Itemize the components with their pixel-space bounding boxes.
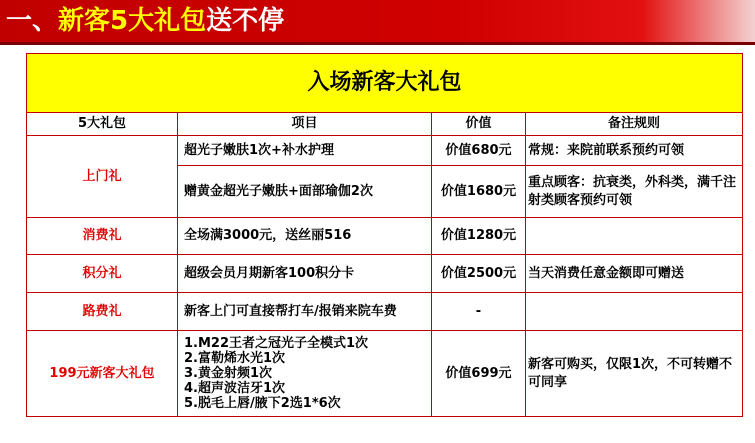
note-cell: 重点顾客：抗衰类，外科类，满千注射类顾客预约可领 — [526, 166, 743, 218]
price-cell: 价值699元 — [432, 331, 526, 417]
table-title-row — [27, 54, 743, 113]
category-points-gift: 积分礼 — [27, 255, 178, 293]
table-row — [27, 255, 743, 293]
header-package: 5大礼包 — [27, 113, 178, 136]
price-cell: 价值2500元 — [432, 255, 526, 293]
table-row — [27, 218, 743, 255]
table-row — [27, 331, 743, 417]
table-row — [27, 293, 743, 331]
section-title — [6, 2, 284, 40]
section-title-suffix: 送不停 — [206, 6, 285, 36]
list-item: 1.M22王者之冠光子全模式1次 — [184, 336, 369, 351]
category-travel-gift: 路费礼 — [27, 293, 178, 331]
note-cell: 当天消费任意金额即可赠送 — [526, 255, 743, 293]
header-notes: 备注规则 — [526, 113, 743, 136]
category-visit-gift: 上门礼 — [27, 136, 178, 218]
list-item: 4.超声波洁牙1次 — [184, 381, 286, 396]
item-cell: 赠黄金超光子嫩肤+面部瑜伽2次 — [178, 166, 432, 218]
gift-table — [26, 53, 743, 417]
item-cell: 超级会员月期新客100积分卡 — [178, 255, 432, 293]
list-item: 3.黄金射频1次 — [184, 366, 273, 381]
table-header-row — [27, 113, 743, 136]
item-cell: 全场满3000元，送丝丽516 — [178, 218, 432, 255]
category-new-customer-pack: 199元新客大礼包 — [27, 331, 178, 417]
note-cell — [526, 218, 743, 255]
section-title-prefix: 一、 — [6, 6, 59, 36]
note-cell: 新客可购买，仅限1次，不可转赠不可同享 — [526, 331, 743, 417]
note-cell: 常规：来院前联系预约可领 — [526, 136, 743, 166]
price-cell: 价值1680元 — [432, 166, 526, 218]
item-list-cell — [178, 331, 432, 417]
section-banner — [0, 0, 755, 42]
table-title: 入场新客大礼包 — [27, 54, 743, 113]
header-value: 价值 — [432, 113, 526, 136]
price-cell: - — [432, 293, 526, 331]
section-title-highlight: 新客5大礼包 — [58, 6, 207, 36]
item-cell: 新客上门可直接帮打车/报销来院车费 — [178, 293, 432, 331]
list-item: 2.富勒烯水光1次 — [184, 351, 286, 366]
price-cell: 价值1280元 — [432, 218, 526, 255]
item-cell: 超光子嫩肤1次+补水护理 — [178, 136, 432, 166]
header-item: 项目 — [178, 113, 432, 136]
note-cell — [526, 293, 743, 331]
price-cell: 价值680元 — [432, 136, 526, 166]
banner-divider — [0, 42, 755, 45]
category-spending-gift: 消费礼 — [27, 218, 178, 255]
list-item: 5.脱毛上唇/腋下2选1*6次 — [184, 396, 341, 411]
table-row — [27, 136, 743, 166]
